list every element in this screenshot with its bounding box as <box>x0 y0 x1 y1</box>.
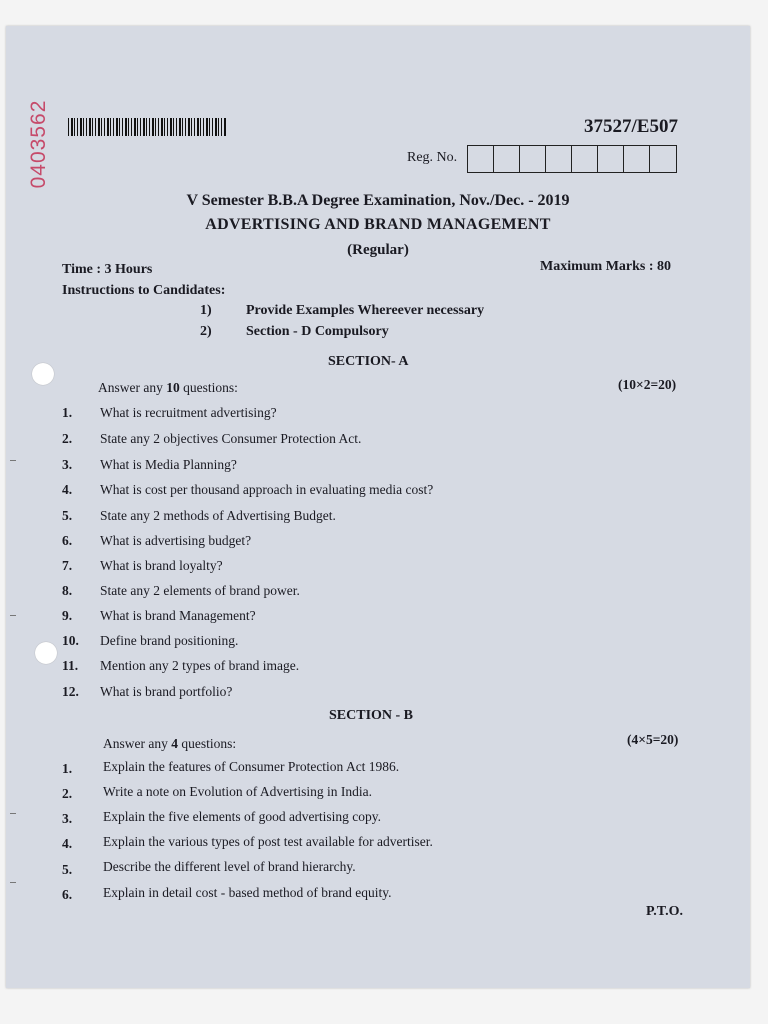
question-text: Explain in detail cost - based method of brand equity. <box>103 885 392 900</box>
question-text: Describe the different level of brand hierarchy. <box>103 859 356 874</box>
instructions-heading: Instructions to Candidates: <box>62 283 226 298</box>
reg-no-boxes <box>467 145 677 173</box>
question-text: State any 2 methods of Advertising Budget. <box>100 508 336 523</box>
instruction-text: Provide Examples Whereever necessary <box>246 303 485 318</box>
question-text: Write a note on Evolution of Advertising in India. <box>103 784 373 799</box>
question-number: 5. <box>62 862 73 877</box>
reg-no-box <box>650 146 676 172</box>
question-number: 2. <box>62 786 73 801</box>
question-number: 10. <box>62 633 79 648</box>
question-text: State any 2 objectives Consumer Protection Act. <box>100 431 362 446</box>
question-text: What is brand loyalty? <box>100 558 223 573</box>
question-number: 1. <box>62 761 73 776</box>
question-text: Mention any 2 types of brand image. <box>100 658 300 673</box>
question-text: Define brand positioning. <box>100 633 239 648</box>
stamp-number: 0403562 <box>27 99 50 189</box>
reg-no-box <box>572 146 598 172</box>
section-b-title: SECTION - B <box>329 708 414 723</box>
reg-no-box <box>494 146 520 172</box>
instruction-text: Section - D Compulsory <box>246 324 389 339</box>
question-text: Explain the various types of post test available for advertiser. <box>103 834 433 849</box>
question-number: 1. <box>62 405 73 420</box>
question-text: Explain the five elements of good advertising copy. <box>103 809 382 824</box>
question-number: 11. <box>62 658 79 673</box>
exam-paper-sheet <box>6 26 750 988</box>
time-label: Time : 3 Hours <box>62 262 153 277</box>
question-number: 6. <box>62 533 73 548</box>
subject-title: ADVERTISING AND BRAND MANAGEMENT <box>205 216 551 233</box>
question-text: What is advertising budget? <box>100 533 252 548</box>
scan-mark <box>10 615 16 616</box>
exam-type: (Regular) <box>347 242 409 258</box>
exam-title: V Semester B.B.A Degree Examination, Nov./Dec. - 2019 <box>186 192 570 209</box>
question-number: 2. <box>62 431 73 446</box>
question-number: 6. <box>62 887 73 902</box>
question-number: 3. <box>62 457 73 472</box>
reg-no-box <box>546 146 572 172</box>
section-a-marks: (10×2=20) <box>618 377 677 392</box>
question-number: 5. <box>62 508 73 523</box>
scan-mark <box>10 813 16 814</box>
question-text: What is cost per thousand approach in evaluating media cost? <box>100 482 434 497</box>
question-number: 12. <box>62 684 79 699</box>
instruction-number: 2) <box>200 324 212 339</box>
reg-no-box <box>520 146 546 172</box>
punch-hole <box>35 642 57 664</box>
question-number: 9. <box>62 608 73 623</box>
question-text: What is recruitment advertising? <box>100 405 277 420</box>
question-text: What is brand portfolio? <box>100 684 233 699</box>
scan-mark <box>10 460 16 461</box>
section-a-title: SECTION- A <box>328 354 409 369</box>
section-b-marks: (4×5=20) <box>627 732 679 747</box>
serial-stamp <box>24 94 54 194</box>
paper-code: 37527/E507 <box>584 116 678 137</box>
scan-mark <box>10 882 16 883</box>
reg-no-box <box>468 146 494 172</box>
question-text: Explain the features of Consumer Protection Act 1986. <box>103 759 400 774</box>
question-number: 3. <box>62 811 73 826</box>
instruction-number: 1) <box>200 303 212 318</box>
reg-no-box <box>598 146 624 172</box>
question-number: 4. <box>62 482 73 497</box>
reg-no-label: Reg. No. <box>407 150 458 165</box>
question-text: What is brand Management? <box>100 608 256 623</box>
section-b-instruction: Answer any 4 questions: <box>103 736 237 751</box>
question-text: State any 2 elements of brand power. <box>100 583 300 598</box>
pto-label: P.T.O. <box>646 904 683 919</box>
question-number: 8. <box>62 583 73 598</box>
question-number: 4. <box>62 836 73 851</box>
max-marks-label: Maximum Marks : 80 <box>540 259 672 274</box>
question-text: What is Media Planning? <box>100 457 237 472</box>
question-number: 7. <box>62 558 73 573</box>
section-a-instruction: Answer any 10 questions: <box>98 380 238 395</box>
reg-no-box <box>624 146 650 172</box>
punch-hole <box>32 363 54 385</box>
barcode-image <box>68 118 226 136</box>
